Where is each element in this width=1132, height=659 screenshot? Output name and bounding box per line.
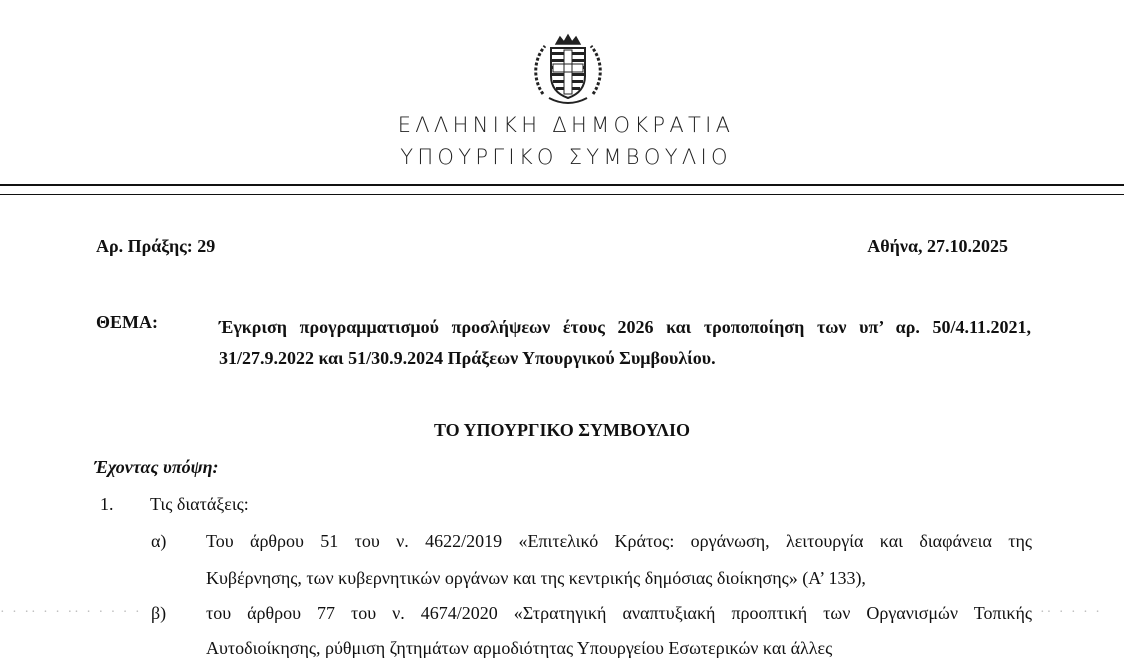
act-number: Αρ. Πράξης: 29: [96, 236, 216, 256]
issuer-subtitle: ΥΠΟΥΡΓΙΚΟ ΣΥΜΒΟΥΛΙΟ: [400, 145, 732, 169]
subitem-text-line: Κυβέρνησης, των κυβερνητικών οργάνων και της κεντρικής δημόσιας διοίκησης» (Α’ 133),: [206, 568, 866, 588]
section-heading: ΤΟ ΥΠΟΥΡΓΙΚΟ ΣΥΜΒΟΥΛΙΟ: [433, 420, 691, 440]
list-item-number: 1.: [100, 494, 114, 514]
scan-artifact: ·· · · · ·: [1040, 605, 1102, 620]
considering-heading: Έχοντας υπόψη:: [94, 457, 219, 477]
document-date: Αθήνα, 27.10.2025: [867, 236, 1008, 256]
subitem-text-line: Του άρθρου 51 του ν. 4622/2019 «Επιτελικό Κράτος: οργάνωση, λειτουργία και διαφάνεια της: [206, 531, 1032, 551]
greek-coat-of-arms-icon: [529, 32, 607, 110]
subitem-text-line: Αυτοδιοίκησης, ρύθμιση ζητημάτων αρμοδιότητας Υπουργείου Εσωτερικών και άλλες: [206, 638, 833, 658]
subitem-label: β): [151, 603, 167, 623]
header-divider-thick: [0, 184, 1124, 186]
subitem-label: α): [151, 531, 167, 551]
subject-label: ΘΕΜΑ:: [96, 312, 158, 332]
list-item-text: Τις διατάξεις:: [150, 494, 249, 514]
header-divider-thin: [0, 194, 1124, 195]
subject-text: Έγκριση προγραμματισμού προσλήψεων έτους 2026 και τροποποίηση των υπ’ αρ. 50/4.11.2021, 31/27.9.2022 και 51/30.9.2024 Πράξεων Υπουργικού Συμβουλίου.: [219, 317, 1031, 368]
subitem-text-line: του άρθρου 77 του ν. 4674/2020 «Στρατηγική αναπτυξιακή προοπτική των Οργανισμών Τοπικής: [206, 603, 1032, 623]
issuer-title: ΕΛΛΗΝΙΚΗ ΔΗΜΟΚΡΑΤΙΑ: [397, 113, 735, 137]
scan-artifact: · · ·· · · ·· · · · · ·: [0, 605, 142, 620]
